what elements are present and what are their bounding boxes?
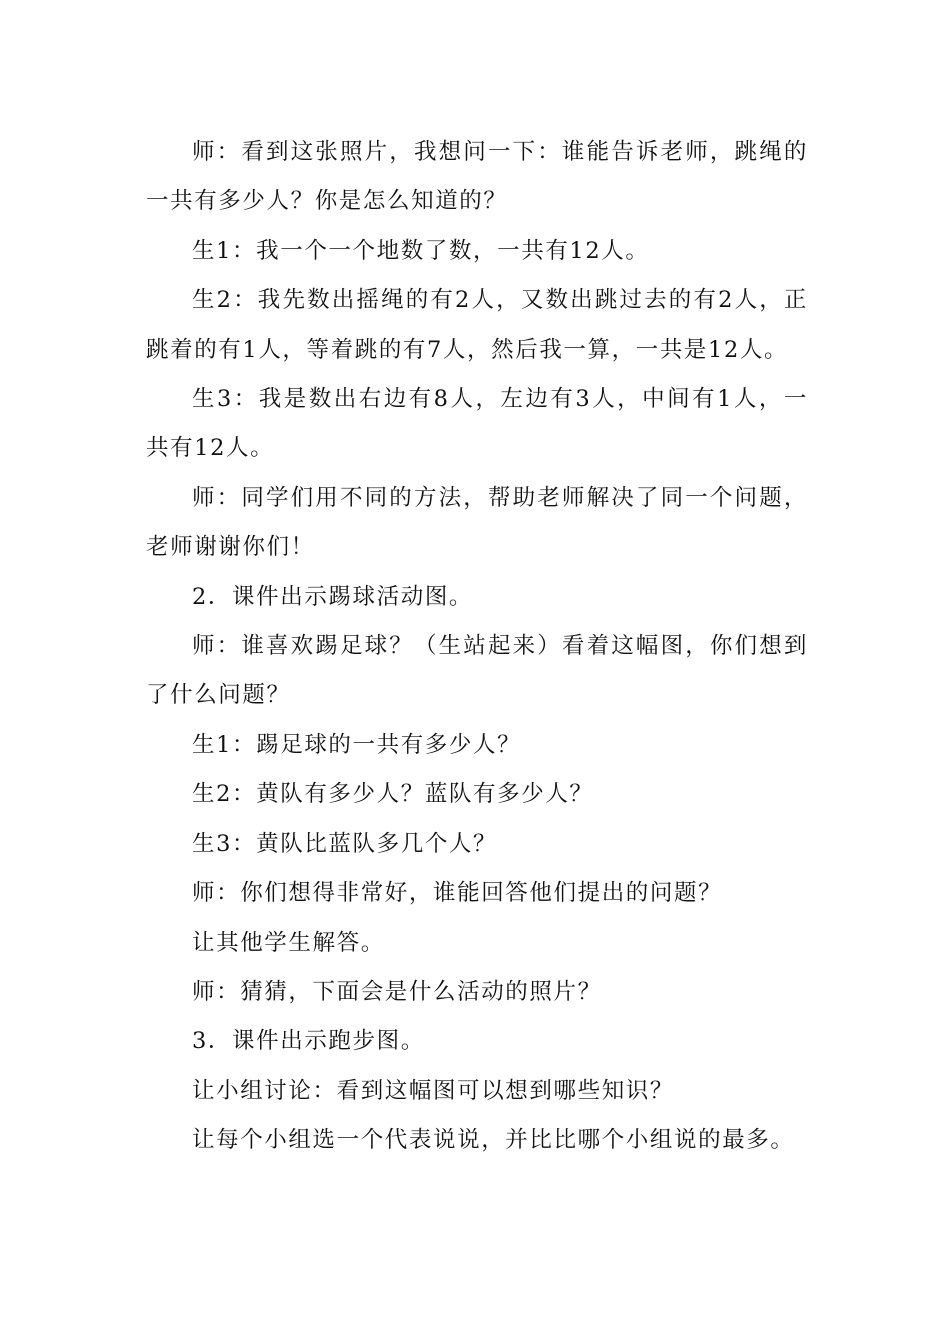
paragraph-student1-answer: 生1：我一个一个地数了数，一共有12人。 bbox=[192, 237, 650, 264]
paragraph-teacher-question-football: 师：谁喜欢踢足球？（生站起来）看着这幅图，你们想到了什么问题？ bbox=[146, 633, 808, 709]
document-body bbox=[146, 128, 808, 1166]
paragraph-student2-answer: 生2：我先数出摇绳的有2人，又数出跳过去的有2人，正跳着的有1人，等着跳的有7人，然后我一算，一共是12人。 bbox=[146, 287, 808, 363]
paragraph-group-representative: 让每个小组选一个代表说说，并比比哪个小组说的最多。 bbox=[192, 1127, 795, 1154]
paragraph-teacher-praise: 师：你们想得非常好，谁能回答他们提出的问题？ bbox=[192, 880, 723, 907]
paragraph-other-students-answer: 让其他学生解答。 bbox=[192, 929, 385, 956]
paragraph-student1-question: 生1：踢足球的一共有多少人？ bbox=[192, 731, 522, 758]
paragraph-student2-question: 生2：黄队有多少人？蓝队有多少人？ bbox=[192, 781, 594, 808]
paragraph-teacher-guess: 师：猜猜，下面会是什么活动的照片？ bbox=[192, 978, 602, 1005]
paragraph-teacher-question-jump-rope: 师：看到这张照片，我想问一下：谁能告诉老师，跳绳的一共有多少人？你是怎么知道的？ bbox=[146, 139, 808, 215]
paragraph-teacher-thanks: 师：同学们用不同的方法，帮助老师解决了同一个问题，老师谢谢你们！ bbox=[146, 484, 808, 561]
paragraph-student3-answer: 生3：我是数出右边有8人，左边有3人，中间有1人，一共有12人。 bbox=[146, 386, 808, 462]
paragraph-student3-question: 生3：黄队比蓝队多几个人？ bbox=[192, 830, 498, 857]
paragraph-section-2-heading: 2．课件出示踢球活动图。 bbox=[192, 583, 474, 610]
paragraph-group-discussion: 让小组讨论：看到这幅图可以想到哪些知识？ bbox=[192, 1077, 675, 1104]
paragraph-section-3-heading: 3．课件出示跑步图。 bbox=[192, 1028, 425, 1055]
